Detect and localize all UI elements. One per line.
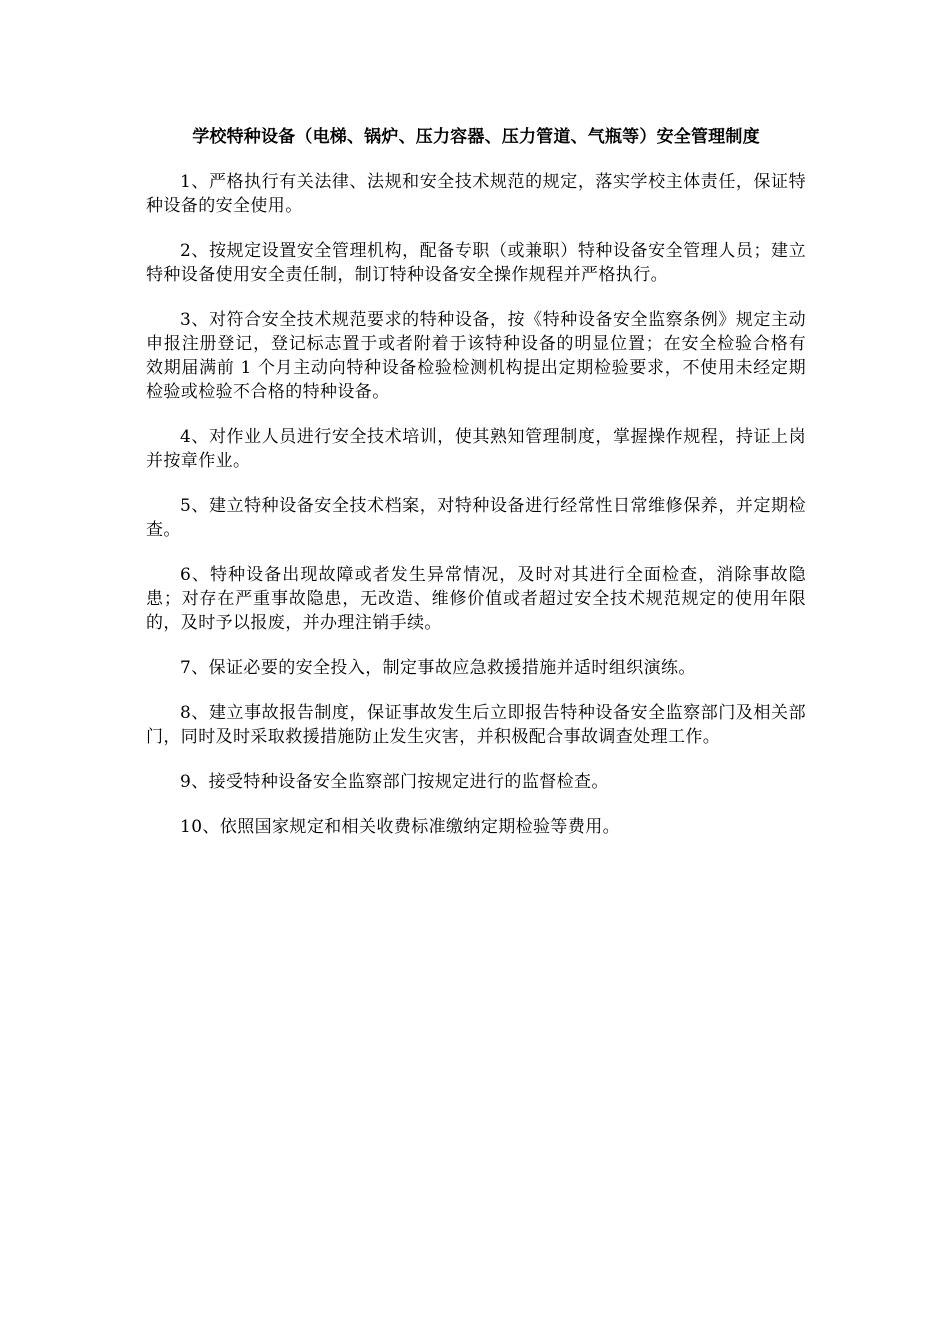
clause-1: 1、严格执行有关法律、法规和安全技术规范的规定，落实学校主体责任，保证特种设备的安全使用。 [146,172,806,216]
clause-5: 5、建立特种设备安全技术档案，对特种设备进行经常性日常维修保养，并定期检查。 [146,496,806,540]
document-page [146,124,806,860]
clause-list [146,170,806,839]
clause-10: 10、依照国家规定和相关收费标准缴纳定期检验等费用。 [180,817,621,837]
clause-8: 8、建立事故报告制度，保证事故发生后立即报告特种设备安全监察部门及相关部门，同时及时采取救援措施防止发生灾害，并积极配合事故调查处理工作。 [146,703,806,747]
clause-2: 2、按规定设置安全管理机构，配备专职（或兼职）特种设备安全管理人员；建立特种设备使用安全责任制，制订特种设备安全操作规程并严格执行。 [146,241,806,285]
clause-3: 3、对符合安全技术规范要求的特种设备，按《特种设备安全监察条例》规定主动申报注册登记，登记标志置于或者附着于该特种设备的明显位置；在安全检验合格有效期届满前 1 个月主动向特种设备检验检测机构提出定期检验要求，不使用未经定期检验或检验不合格的特种设备。 [146,310,806,402]
document-title: 学校特种设备（电梯、锅炉、压力容器、压力管道、气瓶等）安全管理制度 [192,127,760,147]
clause-7: 7、保证必要的安全投入，制定事故应急救援措施并适时组织演练。 [180,658,696,678]
clause-4: 4、对作业人员进行安全技术培训，使其熟知管理制度，掌握操作规程，持证上岗并按章作业。 [146,427,806,471]
clause-9: 9、接受特种设备安全监察部门按规定进行的监督检查。 [180,772,609,792]
clause-6: 6、特种设备出现故障或者发生异常情况，及时对其进行全面检查，消除事故隐患；对存在严重事故隐患，无改造、维修价值或者超过安全技术规范规定的使用年限的，及时予以报废，并办理注销手续。 [146,565,806,633]
